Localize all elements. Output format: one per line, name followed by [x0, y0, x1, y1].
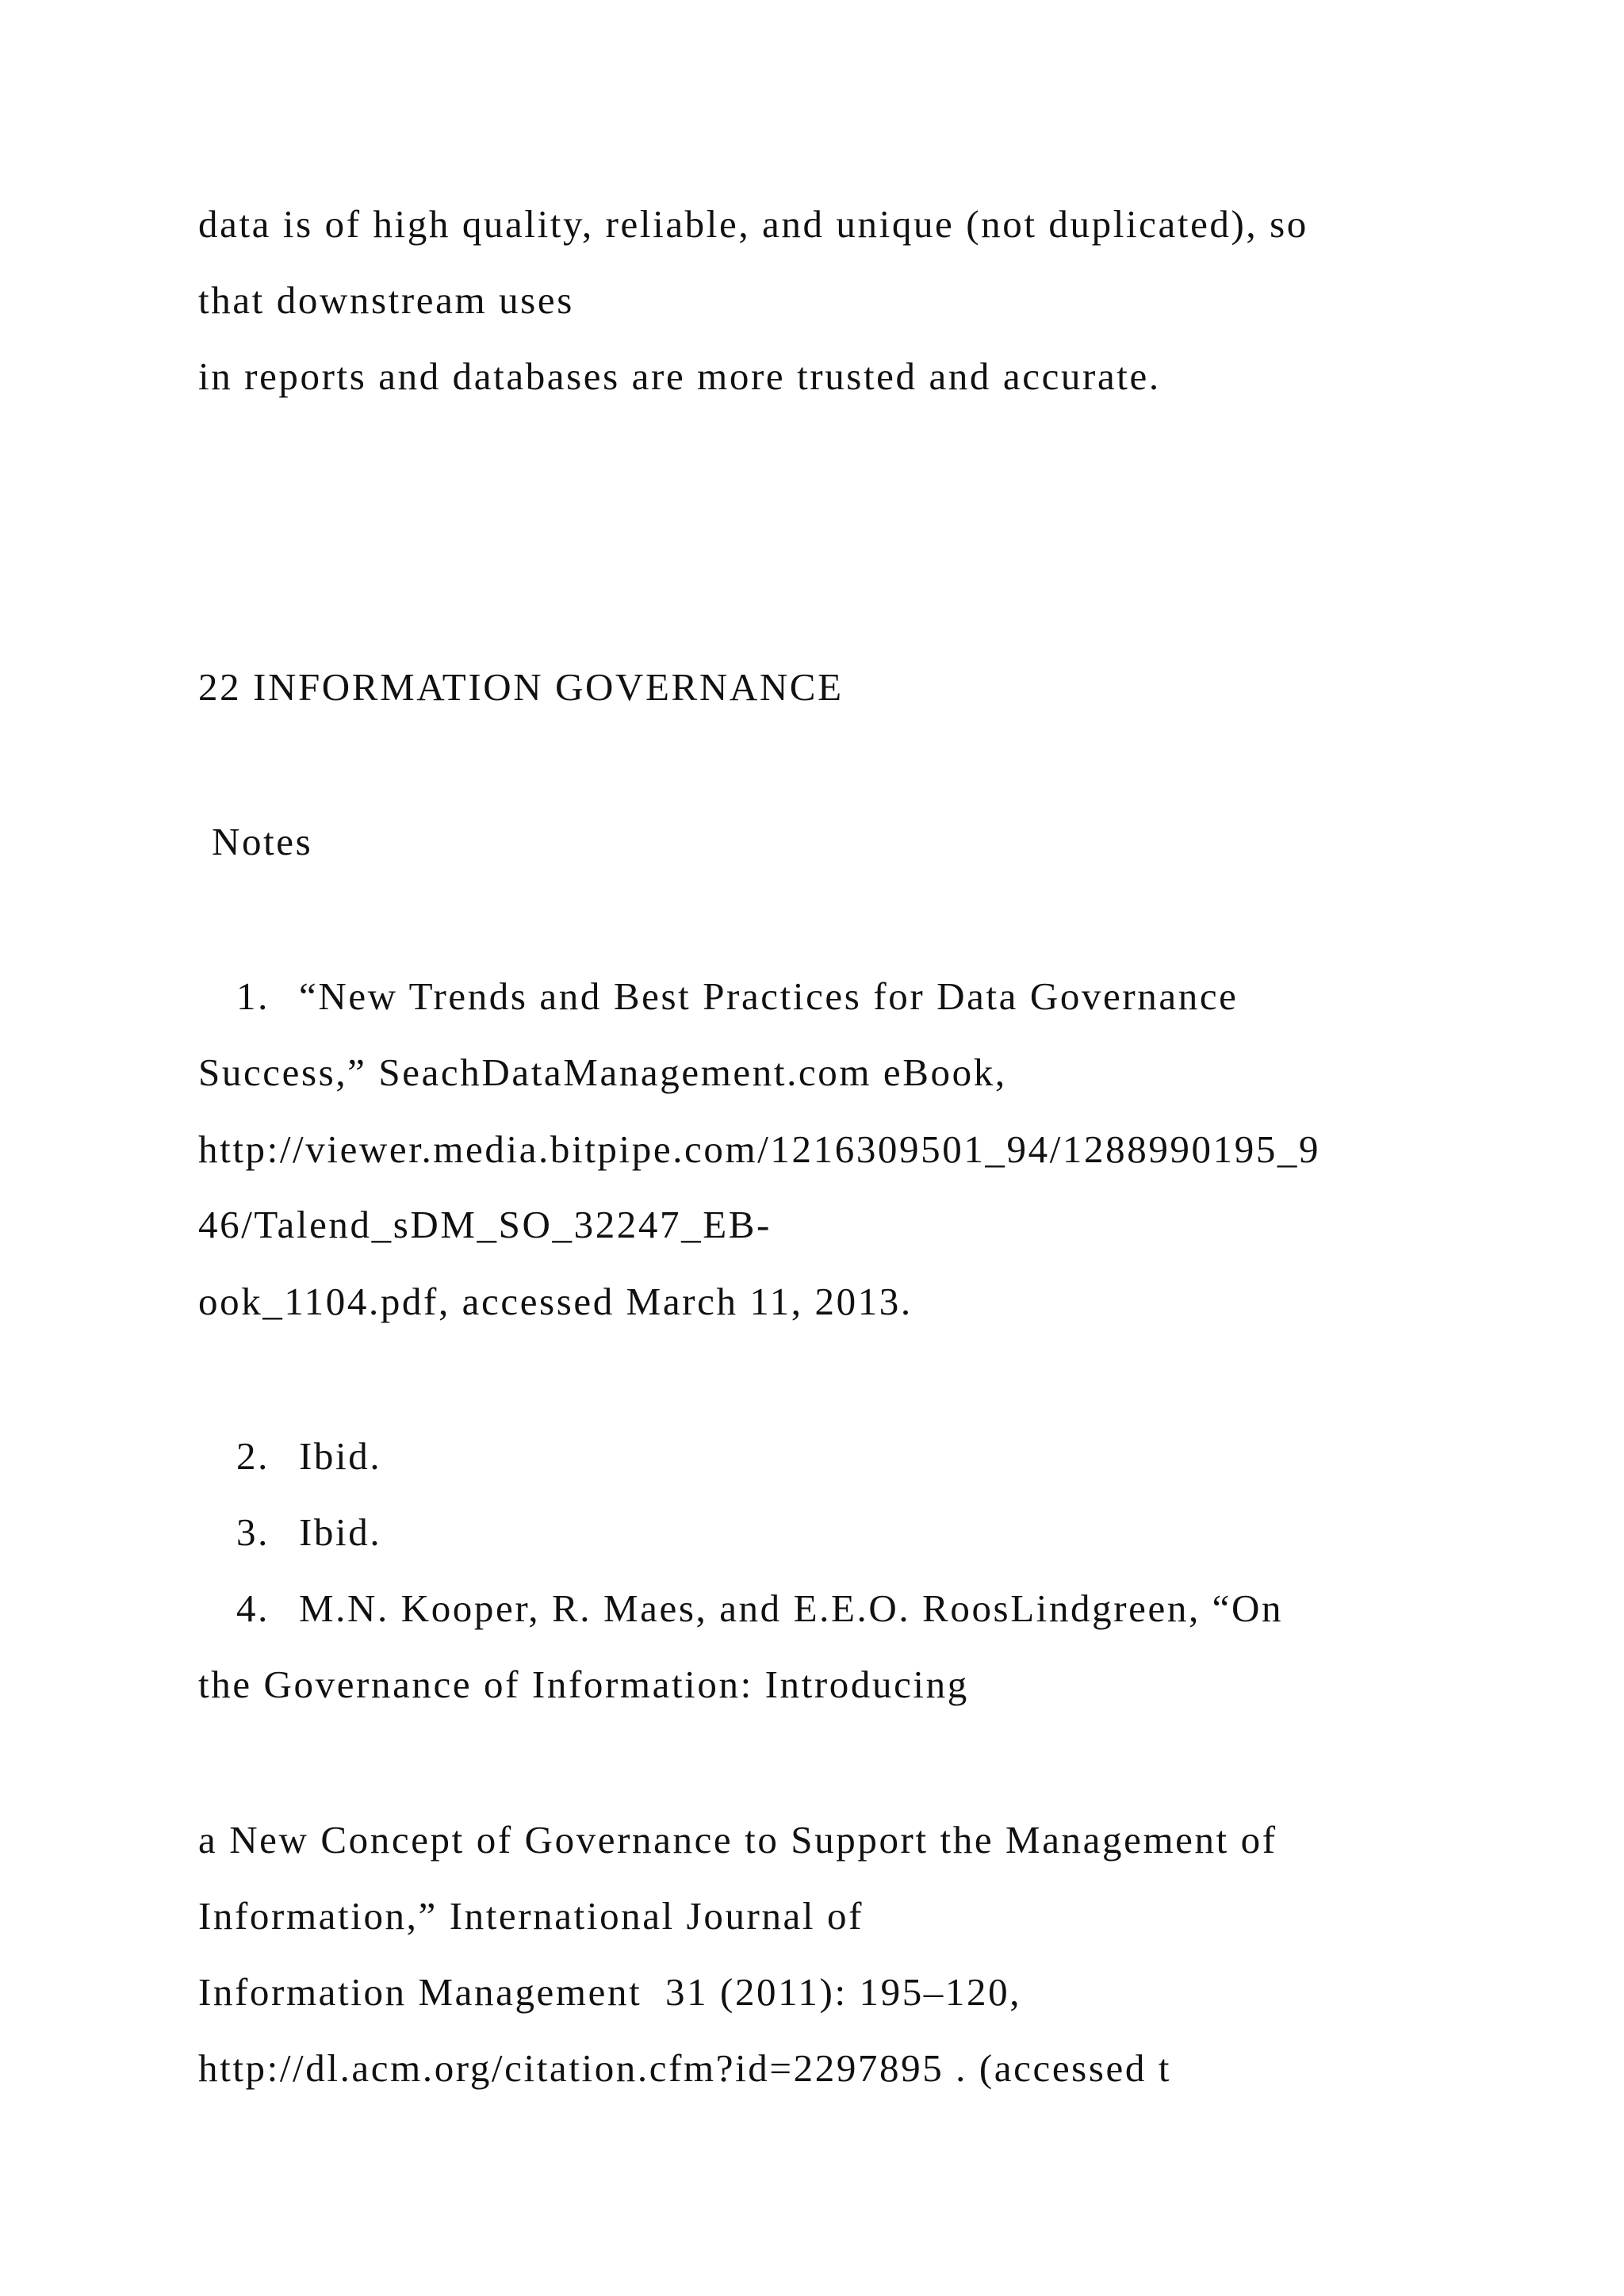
- note-1-first-line: [236, 974, 1239, 1018]
- intro-line-2: that downstream uses: [198, 278, 574, 322]
- note-4-line-4: Information,” International Journal of: [198, 1894, 864, 1938]
- intro-line-3: in reports and databases are more trusted and accurate.: [198, 354, 1161, 398]
- intro-line-1: data is of high quality, reliable, and unique (not duplicated), so: [198, 202, 1308, 246]
- note-4-number: 4.: [236, 1586, 270, 1630]
- note-3-text: Ibid.: [299, 1510, 382, 1554]
- note-1-line-4: 46/Talend_sDM_SO_32247_EB-: [198, 1203, 772, 1246]
- note-4-first-line: [236, 1586, 1284, 1630]
- note-4-line-2: the Governance of Information: Introducing: [198, 1663, 969, 1706]
- page-header: 22 INFORMATION GOVERNANCE: [198, 665, 844, 709]
- notes-heading: Notes: [212, 820, 313, 863]
- note-2: [236, 1434, 382, 1478]
- note-1-line-5: ook_1104.pdf, accessed March 11, 2013.: [198, 1280, 913, 1323]
- note-4-text: M.N. Kooper, R. Maes, and E.E.O. RoosLindgreen, “On: [299, 1586, 1284, 1630]
- note-1-line-2: Success,” SeachDataManagement.com eBook,: [198, 1050, 1007, 1094]
- note-1-number: 1.: [236, 974, 270, 1018]
- note-3: [236, 1510, 382, 1554]
- note-4-line-5: Information Management 31 (2011): 195–120,: [198, 1970, 1022, 2014]
- note-2-text: Ibid.: [299, 1434, 382, 1478]
- note-4-line-3: a New Concept of Governance to Support the Management of: [198, 1818, 1277, 1862]
- note-2-number: 2.: [236, 1434, 270, 1478]
- note-4-line-6: http://dl.acm.org/citation.cfm?id=2297895 . (accessed t: [198, 2046, 1172, 2090]
- note-3-number: 3.: [236, 1510, 270, 1554]
- note-1-line-3: http://viewer.media.bitpipe.com/1216309501_94/1288990195_9: [198, 1127, 1321, 1171]
- note-1-text: “New Trends and Best Practices for Data Governance: [299, 974, 1239, 1018]
